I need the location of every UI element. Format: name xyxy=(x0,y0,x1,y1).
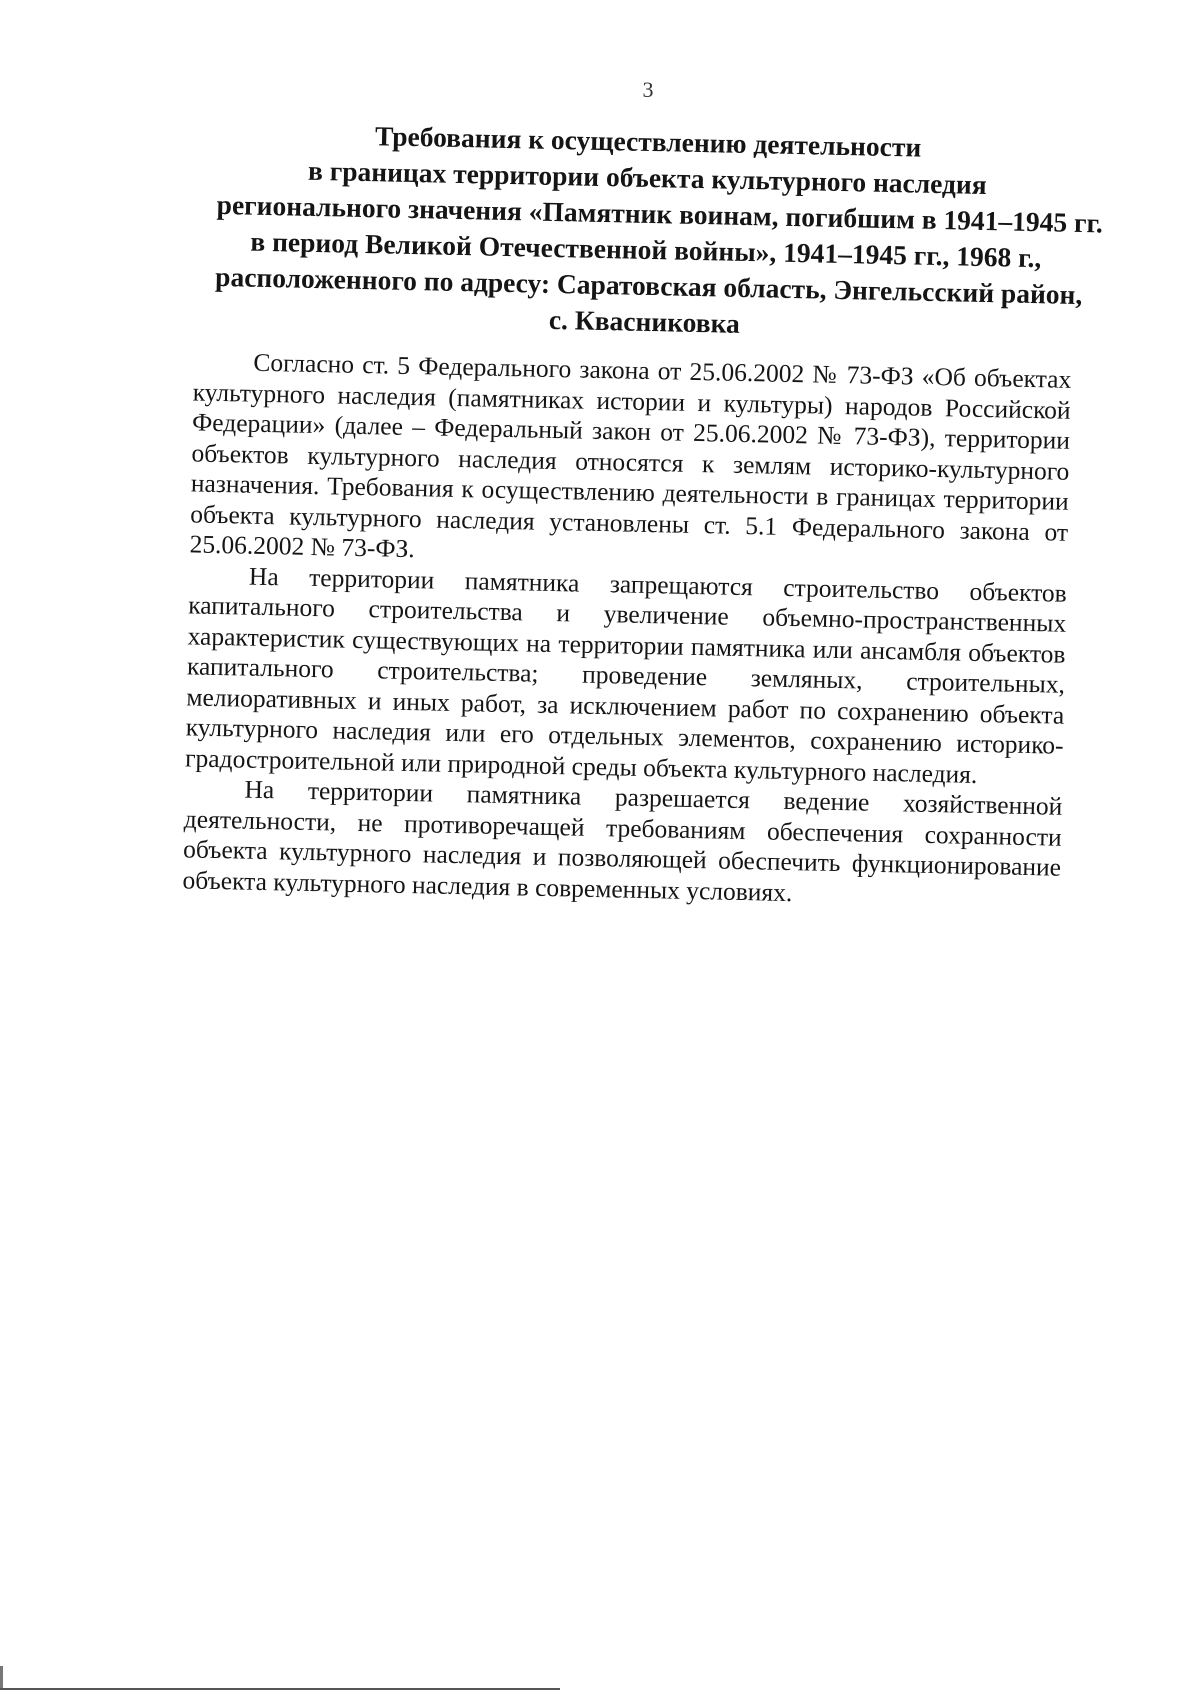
paragraph-permissions: На территории памятника разрешается ведение хозяйственной деятельности, не противоречащей требованиям обеспечения сохранности объекта культурного наследия и позволяющей обеспечить функционирование объекта культурного наследия в современных условиях. xyxy=(182,774,1063,907)
title-line: в границах территории объекта культурного наследия xyxy=(307,154,988,201)
paragraph-prohibitions: На территории памятника запрещаются строительство объектов капитального строительства и увеличение объемно-пространственных характеристик существующих на территории памятника или ансамбля объектов капитального строительства; проведение земляных, строительных, мелиоративных и иных работ, за исключением работ по сохранению объекта культурного наследия или его отдельных элементов, сохранению историко-градостроительной или природной среды объекта культурного наследия. xyxy=(184,561,1068,789)
page-number: 3 xyxy=(642,77,654,102)
document-body xyxy=(182,346,1071,913)
scan-bottom-line xyxy=(0,1688,560,1690)
title-line: Требования к осуществлению деятельности xyxy=(374,120,922,163)
title-line: расположенного по адресу: Саратовская область, Энгельсский район, xyxy=(214,260,1083,311)
document-title xyxy=(214,115,1104,349)
title-line: регионального значения «Памятник воинам, погибшим в 1941–1945 гг. xyxy=(216,188,1104,239)
title-line: с. Квасниковка xyxy=(548,303,741,339)
scan-edge-mark xyxy=(0,1666,3,1688)
paragraph-legal-basis: Согласно ст. 5 Федерального закона от 25.06.2002 № 73-ФЗ «Об объектах культурного наследия (памятниках истории и культуры) народов Российской Федерации» (далее – Федеральный закон от 25.06.2002 № 73-ФЗ), территории объектов культурного наследия относятся к землям историко-культурного назначения. Требования к осуществлению деятельности в границах территории объекта культурного наследия установлены ст. 5.1 Федерального закона от 25.06.2002 № 73-ФЗ. xyxy=(189,347,1072,564)
title-line: в период Великой Отечественной войны», 1941–1945 гг., 1968 г., xyxy=(250,225,1042,274)
